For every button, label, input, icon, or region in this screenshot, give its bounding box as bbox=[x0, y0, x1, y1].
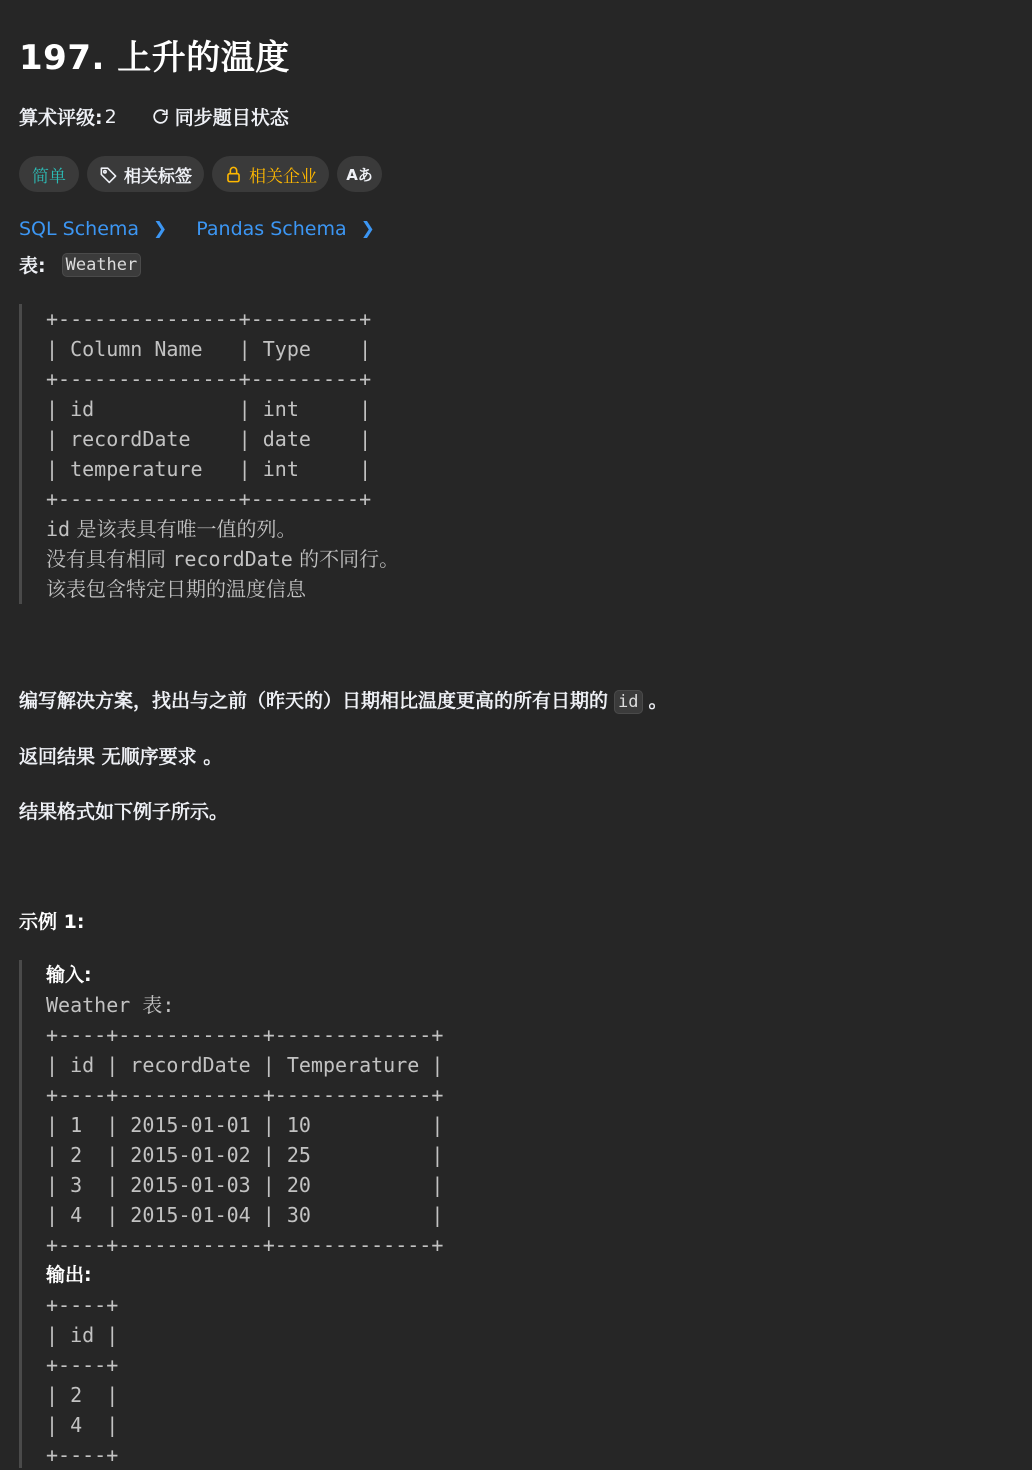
refresh-icon bbox=[151, 107, 170, 126]
schema-desc-2: 没有具有相同 recordDate 的不同行。 bbox=[46, 547, 400, 571]
sql-schema-label: SQL Schema bbox=[19, 218, 140, 240]
input-label: 输入: bbox=[46, 964, 92, 986]
related-tags-button[interactable] bbox=[87, 156, 204, 192]
table-intro bbox=[19, 251, 141, 278]
input-table: +----+------------+-------------+ | id | recordDate | Temperature | +----+------------+-------------+ | 1 | 2015-01-01 | 10 | | 2 | 2015-01-02 | 25 | | 3 | 2015-01-03 | 20 | | 4 | 2015-01-04 | 30 | +----+------------+-------------+ bbox=[46, 1023, 444, 1257]
sync-status-label: 同步题目状态 bbox=[174, 107, 289, 129]
id-code: id bbox=[614, 690, 642, 714]
chevron-right-icon: ❯ bbox=[153, 219, 168, 239]
rating-label: 算术评级: bbox=[19, 107, 103, 129]
difficulty-badge[interactable]: 简单 bbox=[19, 156, 79, 192]
lock-icon bbox=[224, 165, 243, 184]
task-paragraph-3: 结果格式如下例子所示。 bbox=[19, 801, 229, 823]
example-block bbox=[19, 960, 443, 1468]
task-paragraph-2: 返回结果 无顺序要求 。 bbox=[19, 746, 223, 768]
pandas-schema-label: Pandas Schema bbox=[196, 218, 347, 240]
schema-block bbox=[19, 304, 399, 604]
related-tags-label: 相关标签 bbox=[124, 166, 192, 187]
related-companies-label: 相关企业 bbox=[249, 166, 317, 187]
rating-value: 2 bbox=[104, 105, 117, 128]
chevron-right-icon: ❯ bbox=[360, 219, 375, 239]
schema-desc-1: id 是该表具有唯一值的列。 bbox=[46, 517, 297, 541]
example-heading: 示例 1: bbox=[19, 911, 85, 933]
tag-pills bbox=[19, 156, 382, 192]
translate-icon: Aあ bbox=[346, 165, 373, 184]
schema-links bbox=[19, 218, 404, 240]
sync-status-button[interactable] bbox=[151, 103, 289, 130]
output-table: +----+ | id | +----+ | 2 | | 4 | +----+ bbox=[46, 1293, 119, 1467]
output-label: 输出: bbox=[46, 1264, 92, 1286]
pandas-schema-link[interactable] bbox=[196, 218, 404, 240]
problem-meta bbox=[19, 103, 289, 130]
schema-table: +---------------+---------+ | Column Name | Type | +---------------+---------+ | id | int | | recordDate | date | | temperature | int | +---------------+---------+ bbox=[46, 307, 372, 511]
input-table-caption: Weather 表: bbox=[46, 993, 175, 1017]
problem-title: 197. 上升的温度 bbox=[19, 38, 290, 78]
task-paragraph-1: 编写解决方案，找出与之前（昨天的）日期相比温度更高的所有日期的 id 。 bbox=[19, 690, 668, 712]
schema-desc-3: 该表包含特定日期的温度信息 bbox=[46, 577, 306, 601]
table-name-code: Weather bbox=[62, 253, 142, 277]
tag-icon bbox=[99, 165, 118, 184]
sql-schema-link[interactable] bbox=[19, 218, 196, 240]
related-companies-button[interactable] bbox=[212, 156, 329, 192]
table-label: 表: bbox=[19, 255, 46, 277]
translate-button[interactable] bbox=[337, 156, 382, 192]
